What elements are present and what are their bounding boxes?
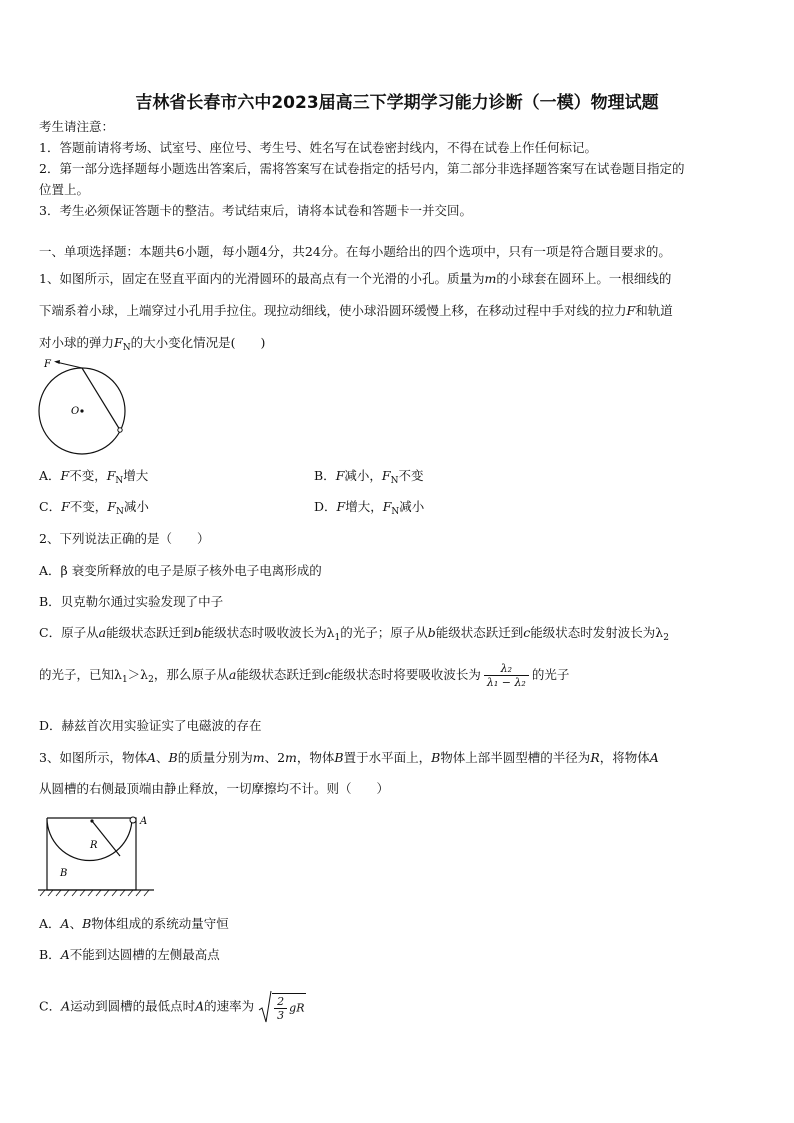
fig-label-A: A <box>140 816 148 827</box>
notice-item-1: 1．答题前请将考场、试室号、座位号、考生号、姓名写在试卷密封线内，不得在试卷上作任何标记。 <box>39 140 597 155</box>
q3-stem-line2: 从圆槽的右侧最顶端由静止释放，一切摩擦均不计。则（ ） <box>39 781 390 796</box>
q1-ring-figure <box>36 356 136 456</box>
sqrt-expression: $\frac{2}{3}$ gR <box>258 990 306 1024</box>
fig-label-O: O <box>71 406 80 417</box>
notice-item-2-cont: 位置上。 <box>39 182 90 197</box>
q3-option-a[interactable]: A．A、B物体组成的系统动量守恒 <box>39 916 229 931</box>
wavelength-fraction: $\frac{\text{λ₂}}{\text{λ₁ − λ₂}}$ <box>484 662 529 689</box>
page-title: 吉林省长春市六中2023届高三下学期学习能力诊断（一模）物理试题 <box>135 93 659 113</box>
q3-option-c[interactable]: C．A运动到圆槽的最低点时A的速率为 $\frac{2}{3}$ gR <box>39 990 306 1024</box>
q3-option-b[interactable]: B．A不能到达圆槽的左侧最高点 <box>39 947 220 962</box>
notice-header: 考生请注意： <box>39 119 115 134</box>
q1-option-b[interactable]: B．F减小，$F_N$不变 <box>314 468 424 486</box>
q2-option-a[interactable]: A．β 衰变所释放的电子是原子核外电子电离形成的 <box>39 563 322 578</box>
q1-stem-line1: 1、如图所示，固定在竖直平面内的光滑圆环的最高点有一个光滑的小孔。质量为m的小球套在圆环上。一根细线的 <box>39 271 672 286</box>
notice-item-2: 2．第一部分选择题每小题选出答案后，需将答案写在试卷指定的括号内，第二部分非选择题答案写在试卷题目指定的 <box>39 161 685 176</box>
section-heading: 一、单项选择题：本题共6小题，每小题4分，共24分。在每小题给出的四个选项中，只有一项是符合题目要求的。 <box>39 244 671 259</box>
q1-option-a[interactable]: A．F不变，$F_N$增大 <box>39 468 149 486</box>
q2-stem: 2、下列说法正确的是（ ） <box>39 531 210 546</box>
q2-option-d[interactable]: D．赫兹首次用实验证实了电磁波的存在 <box>39 718 262 733</box>
q3-trough-figure <box>36 812 166 900</box>
q2-option-c-line2[interactable]: 的光子，已知$\lambda_1>\lambda_2$，那么原子从a能级状态跃迁到c能级状态时将要吸收波长为 $\frac{\text{λ₂}}{\text{λ₁ − λ₂}}$ 的光子 <box>39 662 570 689</box>
fig-label-R: R <box>90 840 98 851</box>
fig-label-F: F <box>44 359 51 370</box>
fig-label-B: B <box>60 868 68 879</box>
q2-option-b[interactable]: B．贝克勒尔通过实验发现了中子 <box>39 594 224 609</box>
notice-item-3: 3．考生必须保证答题卡的整洁。考试结束后，请将本试卷和答题卡一并交回。 <box>39 203 472 218</box>
q1-stem-line3: 对小球的弹力$F_N$的大小变化情况是( ) <box>39 335 266 353</box>
q2-option-c-line1[interactable]: C．原子从a能级状态跃迁到b能级状态时吸收波长为$\lambda_1$的光子；原子从b能级状态跃迁到c能级状态时发射波长为$\lambda_2$ <box>39 625 669 643</box>
q3-stem-line1: 3、如图所示，物体A、B的质量分别为m、2m，物体B置于水平面上，B物体上部半圆型槽的半径为R，将物体A <box>39 750 659 765</box>
q1-stem-line2: 下端系着小球，上端穿过小孔用手拉住。现拉动细线，使小球沿圆环缓慢上移，在移动过程中手对线的拉力F和轨道 <box>39 303 673 318</box>
q1-option-c[interactable]: C．F不变，$F_N$减小 <box>39 499 149 517</box>
q1-option-d[interactable]: D．F增大，$F_N$减小 <box>314 499 425 517</box>
